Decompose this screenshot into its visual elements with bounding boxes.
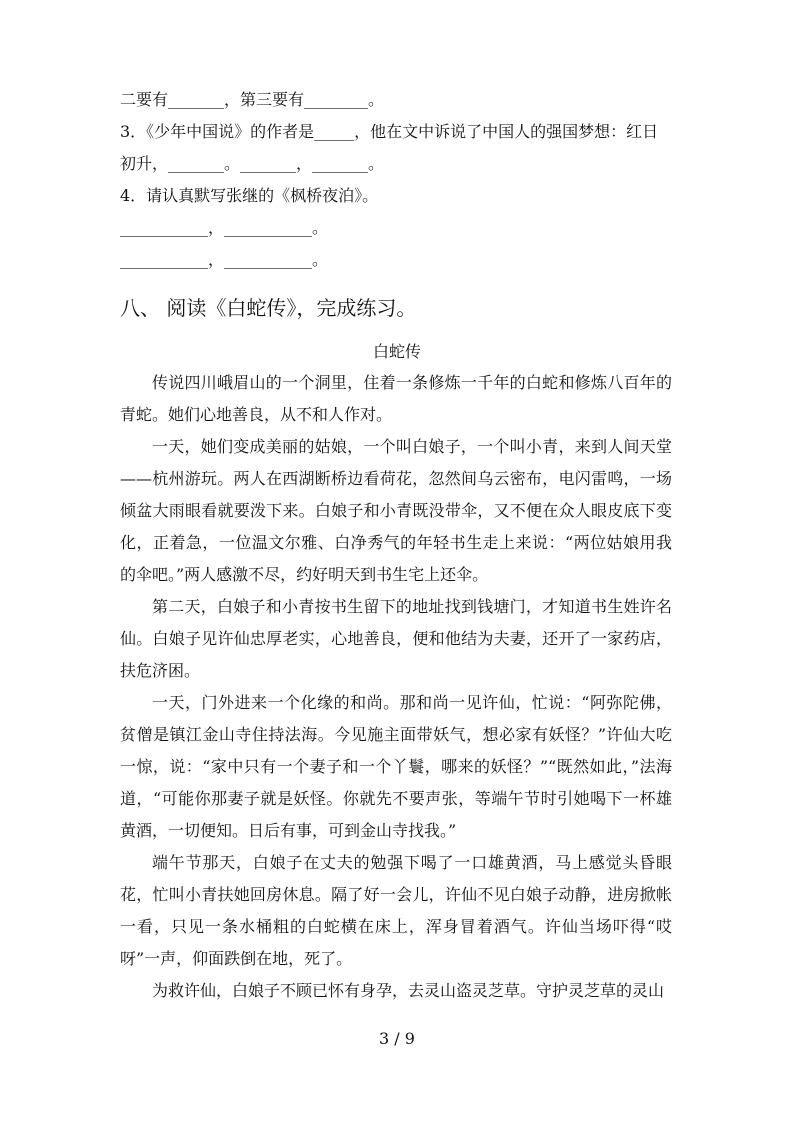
question-4: 4．请认真默写张继的《枫桥夜泊》。 <box>120 186 379 205</box>
story-paragraph-4: 一天，门外进来一个化缘的和尚。那和尚一见许仙，忙说：“阿弥陀佛，贫僧是镇江金山寺住持法海。今见施主面带妖气，想必家有妖怪？”许仙大吃一惊，说：“家中只有一个妻子和一个丫鬟，哪来的妖怪？”“既然如此，”法海道，“可能你那妻子就是妖怪。你就先不要声张，等端午节时引她喝下一杯雄黄酒，一切便知。日后有事，可到金山寺找我。” <box>120 693 672 840</box>
story-paragraph-3: 第二天，白娘子和小青按书生留下的地址找到钱塘门，才知道书生姓许名仙。白娘子见许仙忠厚老实，心地善良，便和他结为夫妻，还开了一家药店，扶危济困。 <box>120 597 672 680</box>
story-paragraph-5: 端午节那天，白娘子在丈夫的勉强下喝了一口雄黄酒，马上感觉头昏眼花，忙叫小青扶她回房休息。隔了好一会儿，许仙不见白娘子动静，进房掀帐一看，只见一条水桶粗的白蛇横在床上，浑身冒着酒气。许仙当场吓得“哎呀”一声，仰面跌倒在地，死了。 <box>120 853 672 968</box>
answer-blank-line-2: ___________，___________。 <box>120 250 329 269</box>
question-3-line-1: 3．《少年中国说》的作者是_____，他在文中诉说了中国人的强国梦想：红日 <box>120 122 659 141</box>
question-line-2-continued: 二要有_______，第三要有________。 <box>120 90 385 109</box>
story-paragraph-6: 为救许仙，白娘子不顾已怀有身孕，去灵山盗灵芝草。守护灵芝草的灵山 <box>152 981 665 1000</box>
story-title: 白蛇传 <box>372 342 421 361</box>
page-number: 3 / 9 <box>379 1029 415 1048</box>
answer-blank-line-1: ___________，___________。 <box>120 218 329 237</box>
question-3-line-2: 初升，_______。_______，_______。 <box>120 154 385 173</box>
section-title: 八、 阅读《白蛇传》，完成练习。 <box>120 296 417 320</box>
story-paragraph-1: 传说四川峨眉山的一个洞里，住着一条修炼一千年的白蛇和修炼八百年的青蛇。她们心地善良，从不和人作对。 <box>120 373 672 424</box>
story-paragraph-2: 一天，她们变成美丽的姑娘，一个叫白娘子，一个叫小青，来到人间天堂——杭州游玩。两人在西湖断桥边看荷花，忽然间乌云密布，电闪雷鸣，一场倾盆大雨眼看就要泼下来。白娘子和小青既没带伞，又不便在众人眼皮底下变化，正着急，一位温文尔雅、白净秀气的年轻书生走上来说：“两位姑娘用我的伞吧。”两人感激不尽，约好明天到书生宅上还伞。 <box>120 437 672 584</box>
